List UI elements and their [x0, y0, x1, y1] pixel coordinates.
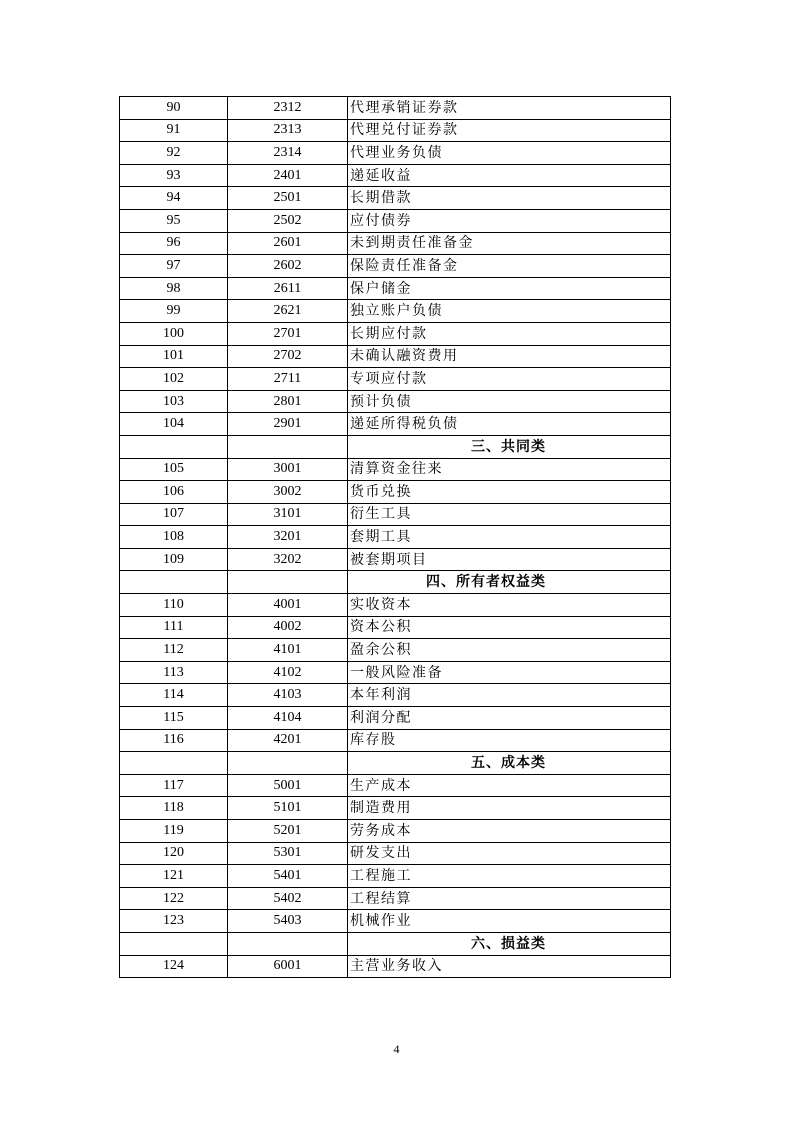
table-row — [120, 955, 671, 978]
sequence-number: 98 — [120, 277, 228, 300]
account-name: 专项应付款 — [348, 368, 671, 391]
section-heading-row — [120, 752, 671, 775]
table-row — [120, 842, 671, 865]
account-name: 工程施工 — [348, 865, 671, 888]
table-row — [120, 300, 671, 323]
account-name: 盈余公积 — [348, 639, 671, 662]
sequence-number: 115 — [120, 707, 228, 730]
table-row — [120, 910, 671, 933]
account-code: 5101 — [228, 797, 348, 820]
account-code: 5201 — [228, 820, 348, 843]
table-row — [120, 164, 671, 187]
account-code: 5401 — [228, 865, 348, 888]
table-row — [120, 594, 671, 617]
account-name: 长期应付款 — [348, 322, 671, 345]
table-row — [120, 277, 671, 300]
account-name: 实收资本 — [348, 594, 671, 617]
sequence-number: 95 — [120, 209, 228, 232]
table-row — [120, 797, 671, 820]
sequence-number: 109 — [120, 548, 228, 571]
account-code: 4201 — [228, 729, 348, 752]
table-row — [120, 232, 671, 255]
sequence-number: 91 — [120, 119, 228, 142]
account-code: 3002 — [228, 481, 348, 504]
account-code: 2312 — [228, 97, 348, 120]
sequence-number: 100 — [120, 322, 228, 345]
section-heading-row — [120, 932, 671, 955]
account-name: 未到期责任准备金 — [348, 232, 671, 255]
sequence-number: 116 — [120, 729, 228, 752]
table-row — [120, 255, 671, 278]
account-name: 资本公积 — [348, 616, 671, 639]
sequence-number: 121 — [120, 865, 228, 888]
accounts-table — [119, 96, 671, 978]
sequence-number: 90 — [120, 97, 228, 120]
account-code: 5402 — [228, 887, 348, 910]
sequence-number: 103 — [120, 390, 228, 413]
accounts-table-body — [120, 97, 671, 978]
table-row — [120, 97, 671, 120]
account-name: 应付债券 — [348, 209, 671, 232]
account-code: 3001 — [228, 458, 348, 481]
account-name: 生产成本 — [348, 774, 671, 797]
account-code: 4102 — [228, 661, 348, 684]
account-name: 未确认融资费用 — [348, 345, 671, 368]
account-code: 4101 — [228, 639, 348, 662]
sequence-number: 124 — [120, 955, 228, 978]
account-name: 利润分配 — [348, 707, 671, 730]
empty-code-cell — [228, 932, 348, 955]
account-name: 被套期项目 — [348, 548, 671, 571]
sequence-number: 102 — [120, 368, 228, 391]
account-code: 4001 — [228, 594, 348, 617]
section-heading: 五、成本类 — [348, 752, 671, 775]
account-code: 3202 — [228, 548, 348, 571]
table-row — [120, 548, 671, 571]
account-name: 衍生工具 — [348, 503, 671, 526]
section-heading-row — [120, 435, 671, 458]
sequence-number: 97 — [120, 255, 228, 278]
account-name: 保户储金 — [348, 277, 671, 300]
account-name: 预计负债 — [348, 390, 671, 413]
account-code: 3201 — [228, 526, 348, 549]
table-row — [120, 729, 671, 752]
sequence-number: 101 — [120, 345, 228, 368]
account-name: 机械作业 — [348, 910, 671, 933]
account-name: 代理业务负债 — [348, 142, 671, 165]
account-name: 递延所得税负债 — [348, 413, 671, 436]
sequence-number: 118 — [120, 797, 228, 820]
account-name: 一般风险准备 — [348, 661, 671, 684]
section-heading-row — [120, 571, 671, 594]
section-heading: 六、损益类 — [348, 932, 671, 955]
table-row — [120, 368, 671, 391]
section-heading: 三、共同类 — [348, 435, 671, 458]
empty-code-cell — [228, 435, 348, 458]
page-number: 4 — [393, 1042, 400, 1056]
table-row — [120, 481, 671, 504]
table-row — [120, 887, 671, 910]
account-name: 货币兑换 — [348, 481, 671, 504]
table-row — [120, 707, 671, 730]
account-code: 2602 — [228, 255, 348, 278]
sequence-number: 93 — [120, 164, 228, 187]
account-code: 2701 — [228, 322, 348, 345]
table-row — [120, 639, 671, 662]
account-code: 2611 — [228, 277, 348, 300]
account-code: 2901 — [228, 413, 348, 436]
account-name: 制造费用 — [348, 797, 671, 820]
account-code: 2314 — [228, 142, 348, 165]
sequence-number: 123 — [120, 910, 228, 933]
sequence-number: 104 — [120, 413, 228, 436]
account-name: 代理兑付证券款 — [348, 119, 671, 142]
account-code: 2711 — [228, 368, 348, 391]
account-code: 5403 — [228, 910, 348, 933]
sequence-number: 120 — [120, 842, 228, 865]
table-row — [120, 390, 671, 413]
table-row — [120, 209, 671, 232]
sequence-number: 112 — [120, 639, 228, 662]
sequence-number: 110 — [120, 594, 228, 617]
account-code: 6001 — [228, 955, 348, 978]
table-row — [120, 865, 671, 888]
account-code: 2601 — [228, 232, 348, 255]
account-code: 4103 — [228, 684, 348, 707]
empty-seq-cell — [120, 571, 228, 594]
sequence-number: 99 — [120, 300, 228, 323]
account-name: 独立账户负债 — [348, 300, 671, 323]
table-row — [120, 526, 671, 549]
account-name: 递延收益 — [348, 164, 671, 187]
sequence-number: 105 — [120, 458, 228, 481]
empty-seq-cell — [120, 435, 228, 458]
table-row — [120, 616, 671, 639]
account-name: 库存股 — [348, 729, 671, 752]
table-row — [120, 458, 671, 481]
account-name: 主营业务收入 — [348, 955, 671, 978]
table-row — [120, 345, 671, 368]
sequence-number: 108 — [120, 526, 228, 549]
sequence-number: 106 — [120, 481, 228, 504]
account-name: 工程结算 — [348, 887, 671, 910]
account-code: 2501 — [228, 187, 348, 210]
empty-code-cell — [228, 571, 348, 594]
account-code: 2313 — [228, 119, 348, 142]
table-row — [120, 774, 671, 797]
account-code: 2621 — [228, 300, 348, 323]
account-code: 2502 — [228, 209, 348, 232]
account-code: 5001 — [228, 774, 348, 797]
table-row — [120, 322, 671, 345]
account-name: 长期借款 — [348, 187, 671, 210]
sequence-number: 96 — [120, 232, 228, 255]
account-code: 2401 — [228, 164, 348, 187]
account-code: 2801 — [228, 390, 348, 413]
empty-seq-cell — [120, 932, 228, 955]
account-code: 3101 — [228, 503, 348, 526]
account-name: 清算资金往来 — [348, 458, 671, 481]
sequence-number: 114 — [120, 684, 228, 707]
account-code: 4002 — [228, 616, 348, 639]
account-name: 代理承销证券款 — [348, 97, 671, 120]
table-row — [120, 142, 671, 165]
account-name: 套期工具 — [348, 526, 671, 549]
table-row — [120, 413, 671, 436]
table-row — [120, 503, 671, 526]
account-name: 本年利润 — [348, 684, 671, 707]
account-code: 2702 — [228, 345, 348, 368]
account-code: 4104 — [228, 707, 348, 730]
sequence-number: 122 — [120, 887, 228, 910]
empty-code-cell — [228, 752, 348, 775]
sequence-number: 119 — [120, 820, 228, 843]
sequence-number: 117 — [120, 774, 228, 797]
sequence-number: 113 — [120, 661, 228, 684]
table-row — [120, 820, 671, 843]
table-row — [120, 187, 671, 210]
account-code: 5301 — [228, 842, 348, 865]
table-row — [120, 119, 671, 142]
empty-seq-cell — [120, 752, 228, 775]
table-row — [120, 684, 671, 707]
sequence-number: 111 — [120, 616, 228, 639]
section-heading: 四、所有者权益类 — [348, 571, 671, 594]
account-name: 劳务成本 — [348, 820, 671, 843]
table-row — [120, 661, 671, 684]
account-name: 保险责任准备金 — [348, 255, 671, 278]
sequence-number: 107 — [120, 503, 228, 526]
account-name: 研发支出 — [348, 842, 671, 865]
sequence-number: 94 — [120, 187, 228, 210]
sequence-number: 92 — [120, 142, 228, 165]
